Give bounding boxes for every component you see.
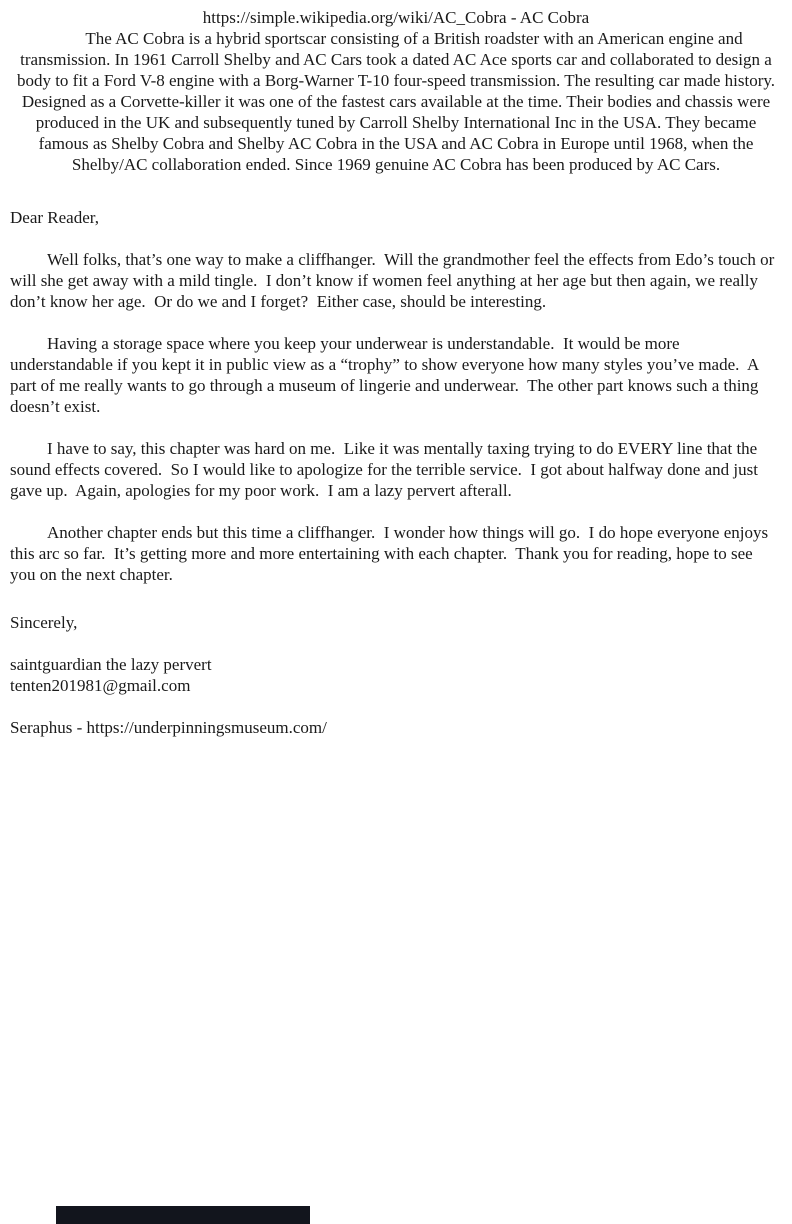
letter-paragraph-3: I have to say, this chapter was hard on me. Like it was mentally taxing trying to do EVERY line that the sound effects covered. So I would like to apologize for the terrible service. I got about halfway done and just gave up. Again, apologies for my poor work. I am a lazy pervert afterall.	[10, 439, 763, 500]
signature-name: saintguardian the lazy pervert	[10, 655, 212, 674]
credit-line: Seraphus - https://underpinningsmuseum.com/	[10, 718, 327, 737]
wikipedia-excerpt-block	[10, 7, 782, 175]
page-bottom-bar	[56, 1206, 310, 1224]
closing: Sincerely,	[10, 613, 78, 632]
letter-paragraph-4: Another chapter ends but this time a cliffhanger. I wonder how things will go. I do hope everyone enjoys this arc so far. It’s getting more and more entertaining with each chapter. Thank you for reading, hope to see you on the next chapter.	[10, 523, 773, 584]
source-url-line: https://simple.wikipedia.org/wiki/AC_Cobra - AC Cobra	[202, 8, 590, 27]
excerpt-paragraph: The AC Cobra is a hybrid sportscar consisting of a British roadster with an American engine and transmission. In 1961 Carroll Shelby and AC Cars took a dated AC Ace sports car and collaborated to design a body to fit a Ford V-8 engine with a Borg-Warner T-10 four-speed transmission. The resulting car made history. Designed as a Corvette-killer it was one of the fastest cars available at the time. Their bodies and chassis were produced in the UK and subsequently tuned by Carroll Shelby International Inc in the USA. They became famous as Shelby Cobra and Shelby AC Cobra in the USA and AC Cobra in Europe until 1968, when the Shelby/AC collaboration ended. Since 1969 genuine AC Cobra has been produced by AC Cars.	[16, 29, 776, 174]
signature-block	[10, 654, 782, 696]
letter-paragraph-1: Well folks, that’s one way to make a cliffhanger. Will the grandmother feel the effects from Edo’s touch or will she get away with a mild tingle. I don’t know if women feel anything at her age but then again, we really don’t know her age. Or do we and I forget? Either case, should be interesting.	[10, 250, 779, 311]
signature-email: tenten201981@gmail.com	[10, 676, 191, 695]
letter-paragraph-2: Having a storage space where you keep your underwear is understandable. It would be more understandable if you kept it in public view as a “trophy” to show everyone how many styles you’ve made. A part of me really wants to go through a museum of lingerie and underwear. The other part knows such a thing doesn’t exist.	[10, 334, 763, 416]
salutation: Dear Reader,	[10, 208, 99, 227]
